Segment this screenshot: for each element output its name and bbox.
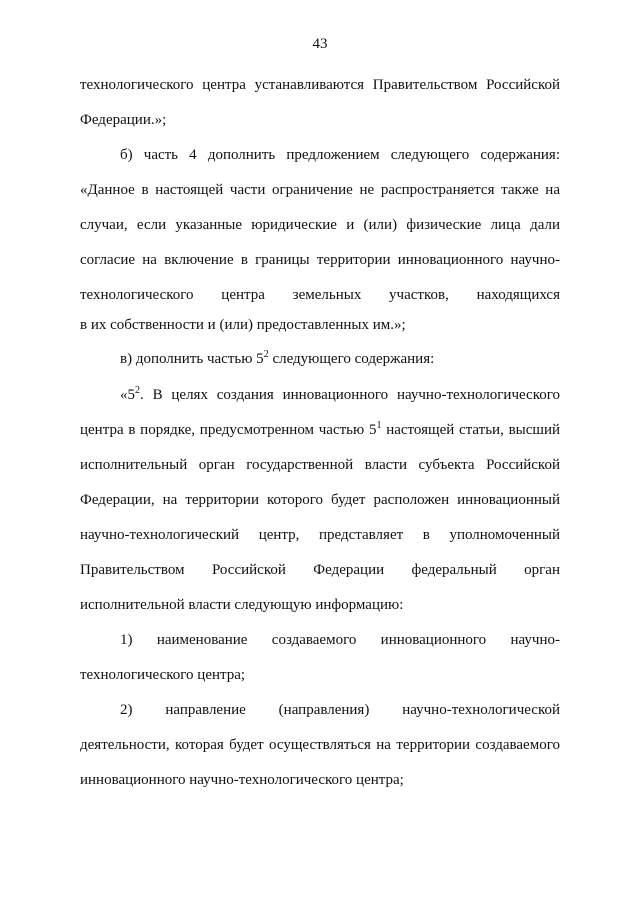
text-line: «Данное в настоящей части ограничение не распространяется также на	[80, 182, 560, 198]
text-line: технологического центра устанавливаются Правительством Российской	[80, 77, 560, 93]
text-line: деятельности, которая будет осуществляться на территории создаваемого	[80, 737, 560, 753]
text-run: следующего содержания:	[268, 351, 435, 367]
text-line: в их собственности и (или) предоставленных им.»;	[80, 317, 406, 333]
text-line: Федерации.»;	[80, 112, 167, 128]
text-line: Правительством Российской Федерации федеральный орган	[80, 562, 560, 578]
text-line: технологического центра;	[80, 667, 246, 683]
text-line: технологического центра земельных участков, находящихся	[80, 287, 560, 303]
page-number: 43	[312, 36, 328, 52]
text-run: настоящей статьи, высший	[381, 422, 561, 438]
text-run: в) дополнить частью 5	[120, 351, 264, 367]
text-line: 2) направление (направления) научно-технологической	[120, 702, 560, 718]
superscript: 2	[135, 385, 140, 396]
text-line: б) часть 4 дополнить предложением следующего содержания:	[120, 147, 560, 163]
text-line	[120, 350, 560, 368]
text-line: научно-технологический центр, представляет в уполномоченный	[80, 527, 560, 543]
text-line: согласие на включение в границы территории инновационного научно-	[80, 252, 560, 268]
text-line: случаи, если указанные юридические и (или) физические лица дали	[80, 217, 560, 233]
text-line	[80, 421, 560, 439]
text-line: исполнительной власти следующую информацию:	[80, 597, 404, 613]
text-run: «5	[120, 387, 135, 403]
text-run: . В целях создания инновационного научно-технологического	[140, 387, 560, 403]
text-line: исполнительный орган государственной власти субъекта Российской	[80, 457, 560, 473]
text-line	[120, 386, 560, 404]
text-line: инновационного научно-технологического центра;	[80, 772, 404, 788]
text-run: центра в порядке, предусмотренном частью 5	[80, 422, 377, 438]
superscript: 1	[376, 420, 382, 431]
text-line: Федерации, на территории которого будет расположен инновационный	[80, 492, 560, 508]
superscript: 2	[263, 349, 269, 360]
text-line: 1) наименование создаваемого инновационного научно-	[120, 632, 560, 648]
